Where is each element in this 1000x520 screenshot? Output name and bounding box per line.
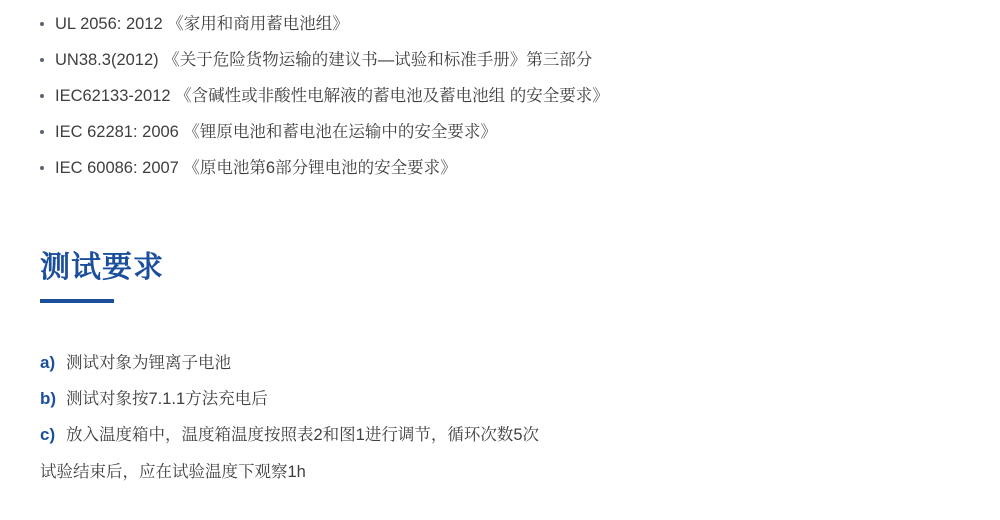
requirement-marker: b) <box>40 389 57 408</box>
requirement-marker: a) <box>40 353 56 372</box>
list-item <box>40 78 960 114</box>
bullet-icon <box>40 22 44 26</box>
standard-text: IEC 62281: 2006 《锂原电池和蓄电池在运输中的安全要求》 <box>55 123 497 141</box>
requirement-text: 测试对象为锂离子电池 <box>66 354 231 372</box>
test-requirements-section <box>40 248 960 490</box>
section-heading: 测试要求 <box>40 251 164 284</box>
standard-text: IEC62133-2012 《含碱性或非酸性电解液的蓄电池及蓄电池组 的安全要求》 <box>55 87 609 105</box>
requirement-text: 放入温度箱中，温度箱温度按照表2和图1进行调节，循环次数5次 <box>66 426 540 444</box>
requirements-list <box>40 345 960 490</box>
standard-text: UN38.3(2012) 《关于危险货物运输的建议书—试验和标准手册》第三部分 <box>55 51 593 69</box>
list-item <box>40 417 960 453</box>
standard-text: UL 2056: 2012 《家用和商用蓄电池组》 <box>55 15 349 33</box>
bullet-icon <box>40 94 44 98</box>
standards-list <box>40 0 960 186</box>
section-underline <box>40 299 114 303</box>
bullet-icon <box>40 166 44 170</box>
requirement-text: 测试对象按7.1.1方法充电后 <box>66 390 268 408</box>
bullet-icon <box>40 58 44 62</box>
bullet-icon <box>40 130 44 134</box>
standard-text: IEC 60086: 2007 《原电池第6部分锂电池的安全要求》 <box>55 159 457 177</box>
requirement-marker: c) <box>40 425 56 444</box>
list-item <box>40 114 960 150</box>
list-item <box>40 150 960 186</box>
list-item <box>40 6 960 42</box>
requirement-note: 试验结束后，应在试验温度下观察1h <box>40 463 306 481</box>
list-item <box>40 381 960 417</box>
list-item <box>40 42 960 78</box>
list-item <box>40 345 960 381</box>
